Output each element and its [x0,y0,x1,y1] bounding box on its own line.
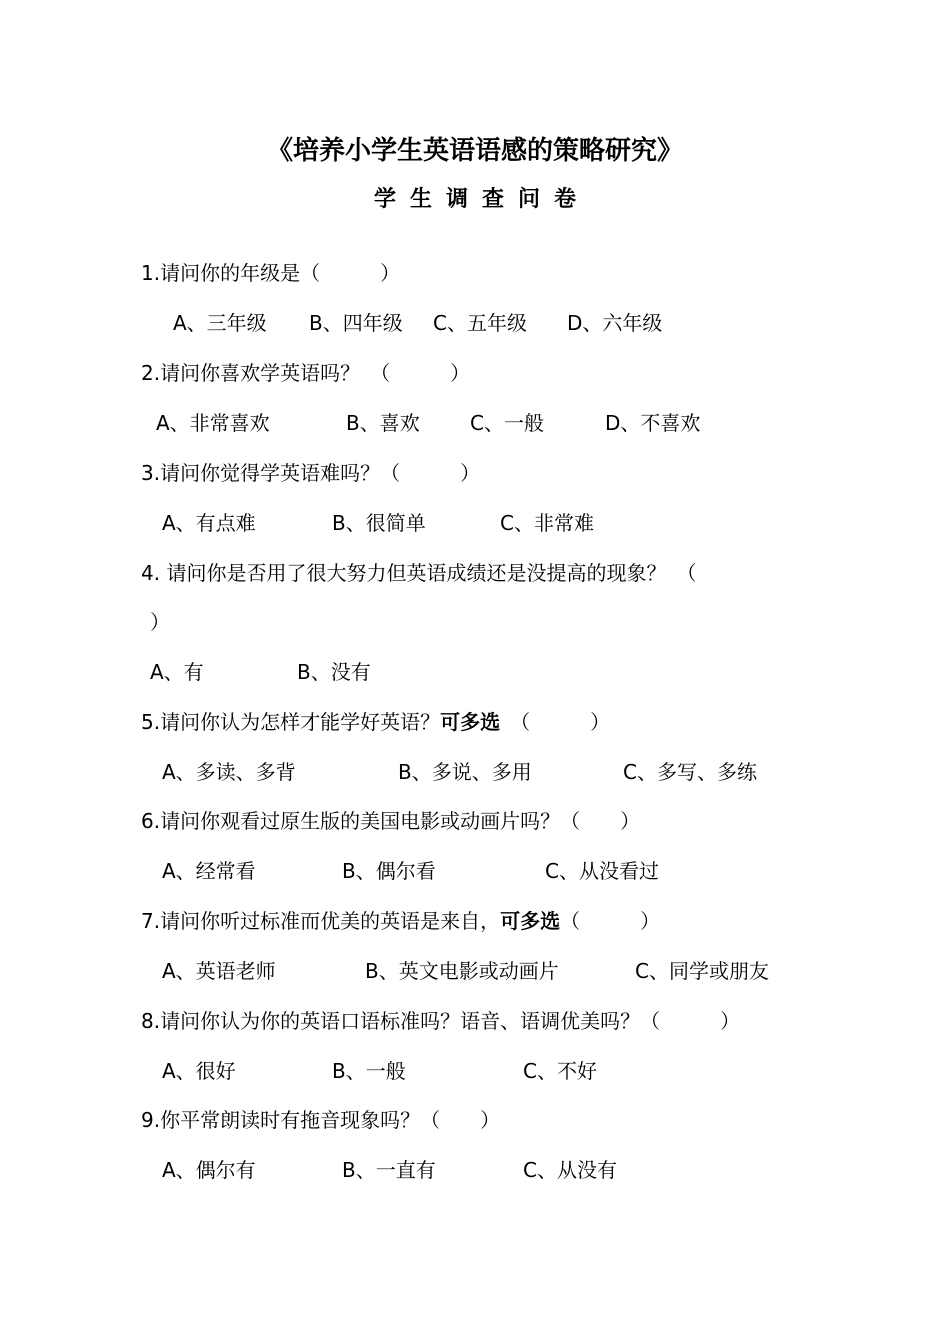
question-5-blank: （ ） [500,710,611,734]
q2-option-b: B、喜欢 [346,411,420,435]
question-7-text: 7.请问你听过标准而优美的英语是来自， [141,909,501,933]
question-4-continuation: ） [150,610,170,634]
q1-option-d: D、六年级 [567,311,663,335]
q9-option-b: B、一直有 [342,1158,436,1182]
q2-option-d: D、不喜欢 [605,411,701,435]
question-8: 8.请问你认为你的英语口语标准吗？语音、语调优美吗？（ ） [141,1009,741,1033]
question-5 [141,707,610,737]
question-5-multi-select-note: 可多选 [440,710,501,734]
q9-option-a: A、偶尔有 [162,1158,256,1182]
question-1: 1.请问你的年级是（ ） [141,261,401,285]
question-7 [141,906,660,936]
q7-option-a: A、英语老师 [162,959,276,983]
document-title: 《培养小学生英语语感的策略研究》 [266,136,683,166]
q3-option-b: B、很简单 [332,511,426,535]
question-6: 6.请问你观看过原生版的美国电影或动画片吗？（ ） [141,809,641,833]
q6-option-b: B、偶尔看 [342,859,436,883]
question-5-text: 5.请问你认为怎样才能学好英语？ [141,710,441,734]
q4-option-a: A、有 [150,660,204,684]
q2-option-a: A、非常喜欢 [156,411,270,435]
q6-option-a: A、经常看 [162,859,256,883]
q3-option-c: C、非常难 [500,511,594,535]
question-2: 2.请问你喜欢学英语吗？ （ ） [141,361,471,385]
q7-option-c: C、同学或朋友 [635,959,769,983]
q8-option-a: A、很好 [162,1059,236,1083]
q5-option-a: A、多读、多背 [162,760,296,784]
q6-option-c: C、从没看过 [545,859,659,883]
question-9: 9.你平常朗读时有拖音现象吗？（ ） [141,1108,501,1132]
q1-option-b: B、四年级 [309,311,403,335]
document-subtitle: 学生调查问卷 [373,187,590,212]
q8-option-c: C、不好 [523,1059,597,1083]
q5-option-b: B、多说、多用 [398,760,532,784]
q7-option-b: B、英文电影或动画片 [365,959,559,983]
q1-option-a: A、三年级 [173,311,267,335]
q3-option-a: A、有点难 [162,511,256,535]
q5-option-c: C、多写、多练 [623,760,757,784]
q4-option-b: B、没有 [297,660,371,684]
q2-option-c: C、一般 [470,411,544,435]
question-7-blank: （ ） [560,909,661,933]
q8-option-b: B、一般 [332,1059,406,1083]
q9-option-c: C、从没有 [523,1158,617,1182]
question-7-multi-select-note: 可多选 [500,909,561,933]
question-4: 4. 请问你是否用了很大努力但英语成绩还是没提高的现象？ （ [141,561,697,585]
q1-option-c: C、五年级 [433,311,527,335]
question-3: 3.请问你觉得学英语难吗？（ ） [141,461,481,485]
